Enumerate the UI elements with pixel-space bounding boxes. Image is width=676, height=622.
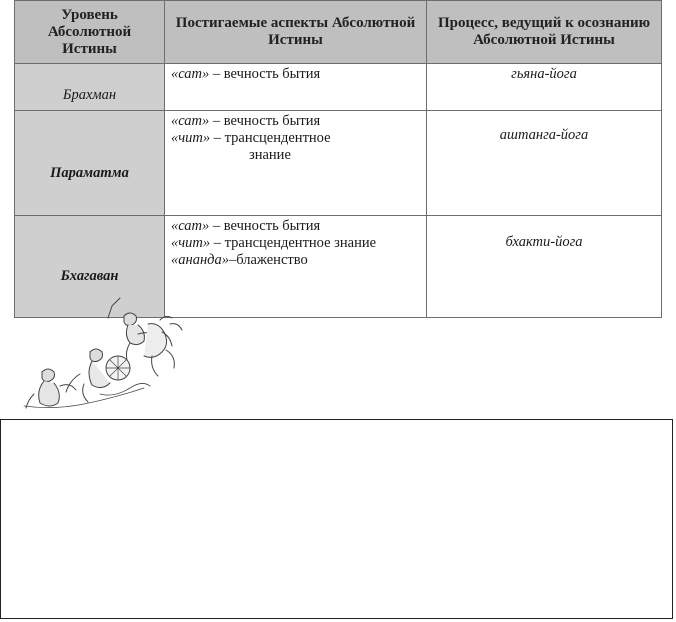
- aspect-text: знание: [249, 147, 291, 163]
- table-row: [15, 64, 662, 111]
- aspect-line: [171, 218, 420, 235]
- truth-levels-table: [14, 0, 662, 318]
- level-cell: Параматма: [15, 111, 165, 216]
- aspect-line: [171, 113, 420, 130]
- process-cell: гьяна-йога: [427, 64, 662, 111]
- empty-notes-box: [0, 419, 673, 619]
- process-label: аштанга-йога: [499, 127, 589, 143]
- aspect-line: [171, 66, 420, 83]
- aspect-line: [171, 235, 420, 252]
- aspect-term: «сат»: [171, 66, 210, 82]
- aspects-cell: [165, 111, 427, 216]
- process-label: бхакти-йога: [505, 234, 583, 250]
- aspect-text: – вечность бытия: [209, 113, 321, 129]
- aspect-text: – трансцендентное знание: [210, 235, 377, 251]
- header-aspects: Постигаемые аспекты Абсолютной Истины: [165, 1, 427, 64]
- aspect-term: «чит»: [171, 130, 211, 146]
- truth-levels-table-wrap: [14, 0, 661, 318]
- level-cell: Брахман: [15, 64, 165, 111]
- process-cell: [427, 111, 662, 216]
- aspects-cell: [165, 216, 427, 318]
- aspect-text: –блаженство: [228, 252, 308, 268]
- aspect-text: – вечность бытия: [209, 218, 321, 234]
- aspect-line: [171, 147, 420, 164]
- aspect-text: – вечность бытия: [209, 66, 321, 82]
- header-process: Процесс, ведущий к осознанию Абсолютной Истины: [427, 1, 662, 64]
- table-row: [15, 111, 662, 216]
- aspect-term: «сат»: [171, 113, 210, 129]
- process-cell: [427, 216, 662, 318]
- level-cell: Бхагаван: [15, 216, 165, 318]
- table-header-row: [15, 1, 662, 64]
- aspect-line: [171, 130, 420, 147]
- chariot-battle-sketch-icon: [20, 294, 190, 412]
- aspect-term: «ананда»: [171, 252, 229, 268]
- aspect-line: [171, 252, 420, 269]
- aspect-term: «сат»: [171, 218, 210, 234]
- header-level: Уровень Абсолютной Истины: [15, 1, 165, 64]
- aspect-text: – трансцендентное: [210, 130, 331, 146]
- aspects-cell: [165, 64, 427, 111]
- aspect-term: «чит»: [171, 235, 211, 251]
